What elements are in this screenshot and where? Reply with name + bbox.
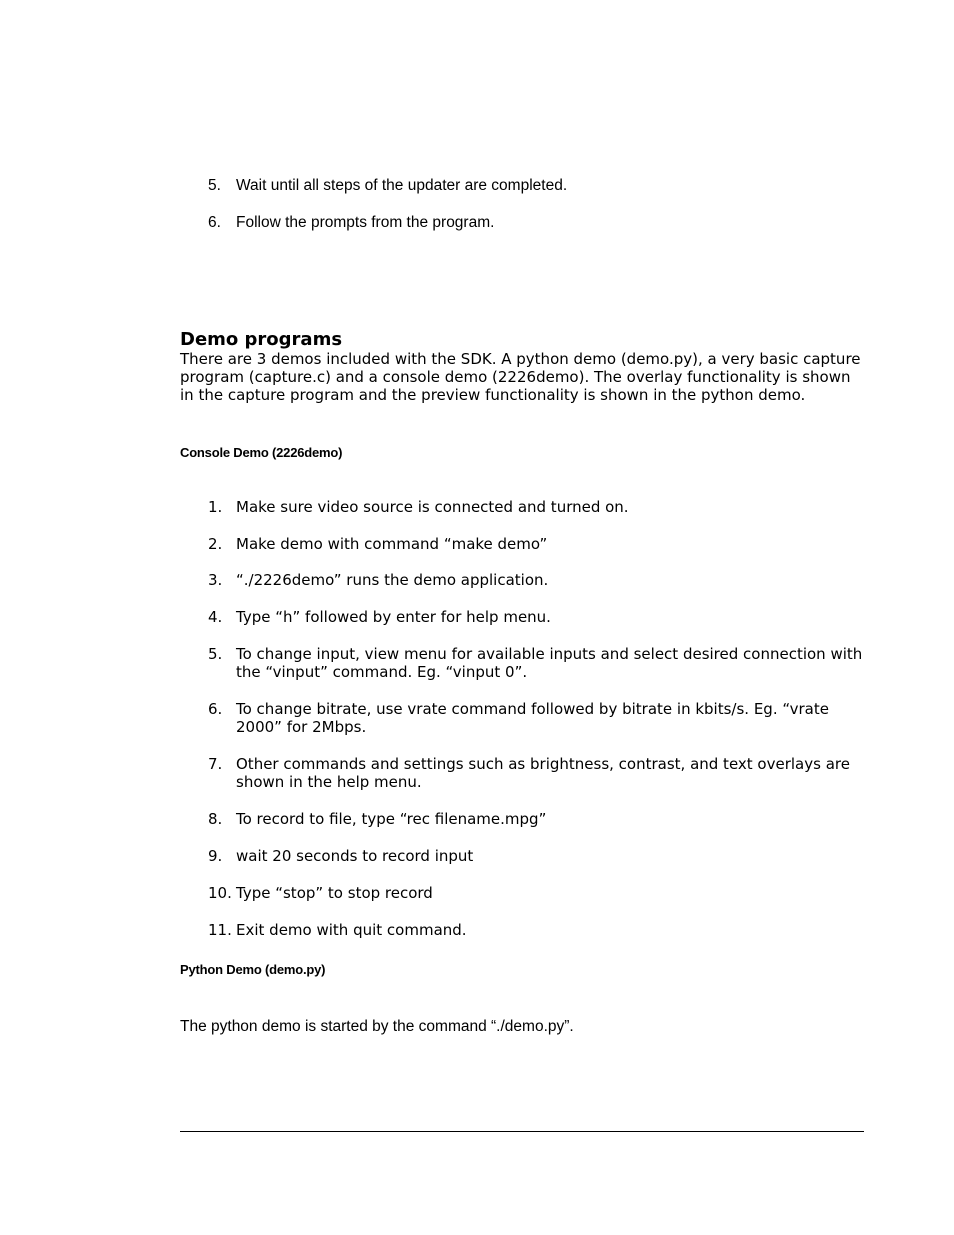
list-text: Type “stop” to stop record: [236, 884, 433, 902]
console-step-7: [208, 755, 864, 791]
list-number: 7.: [208, 755, 223, 773]
list-text: Make sure video source is connected and turned on.: [236, 498, 629, 516]
subheading-python-demo: Python Demo (demo.py): [180, 962, 326, 977]
list-number: 5.: [208, 177, 221, 194]
console-step-1: [208, 498, 864, 516]
list-number: 4.: [208, 608, 223, 626]
console-step-6: [208, 700, 864, 736]
list-text: To change bitrate, use vrate command followed by bitrate in kbits/s. Eg. “vrate 2000” for 2Mbps.: [236, 700, 829, 736]
list-text: Follow the prompts from the program.: [236, 214, 495, 231]
list-text: To record to file, type “rec filename.mpg”: [236, 810, 547, 828]
list-text: Type “h” followed by enter for help menu.: [236, 608, 551, 626]
list-text: Make demo with command “make demo”: [236, 535, 548, 553]
updater-step-5: [208, 177, 864, 195]
console-step-9: [208, 847, 864, 865]
list-number: 5.: [208, 645, 223, 663]
list-number: 1.: [208, 498, 223, 516]
list-text: Wait until all steps of the updater are completed.: [236, 177, 568, 194]
list-text: Exit demo with quit command.: [236, 921, 467, 939]
console-step-3: [208, 571, 864, 589]
console-step-2: [208, 535, 864, 553]
list-text: “./2226demo” runs the demo application.: [236, 571, 549, 589]
list-text: wait 20 seconds to record input: [236, 847, 474, 865]
list-number: 11.: [208, 921, 232, 939]
python-demo-paragraph: The python demo is started by the command “./demo.py”.: [180, 1018, 574, 1035]
console-step-4: [208, 608, 864, 626]
subheading-console-demo: Console Demo (2226demo): [180, 445, 343, 460]
list-number: 6.: [208, 700, 223, 718]
console-step-10: [208, 884, 864, 902]
console-step-5: [208, 645, 864, 681]
updater-step-6: [208, 214, 864, 232]
list-number: 2.: [208, 535, 223, 553]
console-step-11: [208, 921, 864, 939]
list-number: 6.: [208, 214, 221, 231]
list-number: 10.: [208, 884, 232, 902]
console-step-8: [208, 810, 864, 828]
footer-divider: [180, 1131, 864, 1132]
list-number: 8.: [208, 810, 223, 828]
document-page: [180, 0, 864, 1235]
section-heading-demo-programs: Demo programs: [180, 329, 343, 350]
list-text: Other commands and settings such as brightness, contrast, and text overlays are shown in the help menu.: [236, 755, 850, 791]
list-number: 9.: [208, 847, 223, 865]
list-text: To change input, view menu for available inputs and select desired connection with the “vinput” command. Eg. “vinput 0”.: [236, 645, 863, 681]
demo-intro-paragraph: There are 3 demos included with the SDK. A python demo (demo.py), a very basic capture program (capture.c) and a console demo (2226demo). The overlay functionality is shown in the capture program and the preview functionality is shown in the python demo.: [180, 350, 861, 404]
list-number: 3.: [208, 571, 223, 589]
